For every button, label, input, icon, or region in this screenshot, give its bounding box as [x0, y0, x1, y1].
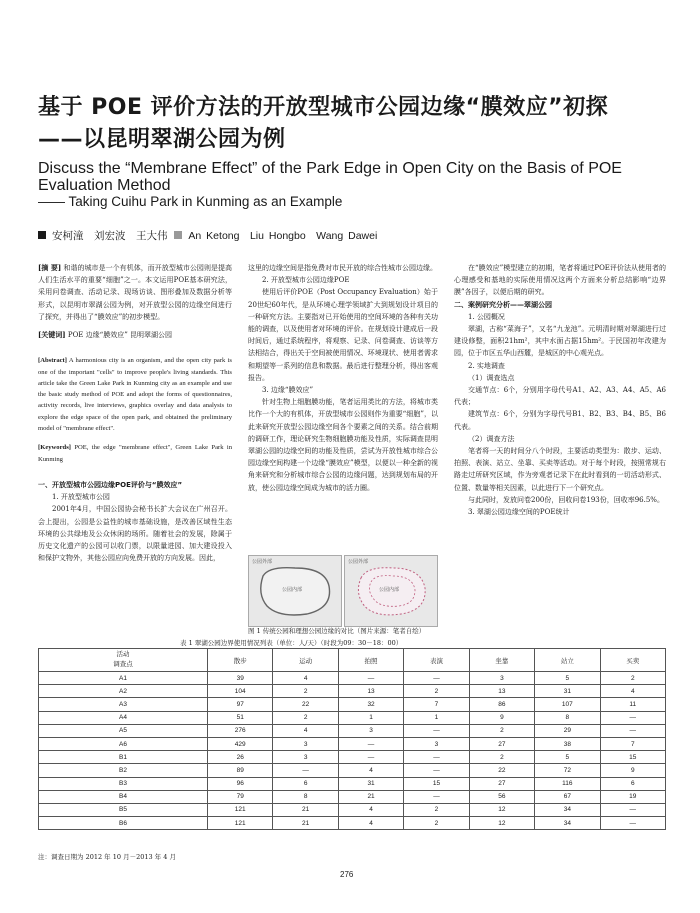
table-cell: 3	[273, 737, 338, 750]
table-cell: 121	[208, 803, 273, 816]
table-cell: 5	[535, 751, 600, 764]
table-row	[39, 751, 666, 764]
fig-label-inside: 公园内部	[379, 587, 400, 593]
table-cell: 21	[273, 803, 338, 816]
abstract-en-label: [Abstract]	[38, 357, 67, 365]
authors-en: An Ketong Liu Hongbo Wang Dawei	[188, 230, 378, 242]
table-cell: 86	[469, 698, 534, 711]
table-row	[39, 698, 666, 711]
paragraph: 2001年4月，中国公园协会秘书长扩大会议在广州召开。会上提出，公园是公益性的城市基础设施，是改善区域性生态环境的公共绿地及公众休闲的场所。随着社会的发展，除属于历史文化遗产的公园可以收门票，以限量进园、加大建设投入和保护文物外，其他公园应向免费开放的方向发展。因此，	[38, 505, 232, 563]
keywords-zh-label: [关键词]	[38, 330, 66, 340]
table-cell: 3	[338, 724, 403, 737]
table-cell: 67	[535, 790, 600, 803]
table-cell: 26	[208, 751, 273, 764]
table-cell: 34	[535, 817, 600, 830]
title-zh-line2: ——以昆明翠湖公园为例	[38, 127, 286, 152]
table-cell: 2	[469, 724, 534, 737]
figure-panel-ideal	[344, 555, 438, 627]
table-cell: 96	[208, 777, 273, 790]
table-cell: —	[404, 672, 469, 685]
data-table	[38, 648, 666, 830]
row-label: A6	[39, 737, 208, 750]
authors-zh: 安柯潼 刘宏波 王大伟	[52, 230, 168, 242]
keywords-en: POE, the edge "membrane effect", Green Lake Park in Kunming	[38, 444, 232, 463]
table-cell: 3	[404, 737, 469, 750]
table-cell: 21	[273, 817, 338, 830]
table-cell: 2	[273, 711, 338, 724]
table-cell: 4	[600, 685, 665, 698]
table-cell: 38	[535, 737, 600, 750]
table-cell: —	[338, 751, 403, 764]
table-corner-header	[39, 649, 208, 672]
column-2	[248, 262, 438, 494]
table-row	[39, 672, 666, 685]
table-cell: 7	[404, 698, 469, 711]
table-cell: 72	[535, 764, 600, 777]
paragraph: 交通节点：6个，分别用字母代号A1、A2、A3、A4、A5、A6代表；	[454, 386, 666, 407]
table-cell: 79	[208, 790, 273, 803]
fig-label-outside: 公园外部	[252, 559, 273, 565]
table-cell: 6	[600, 777, 665, 790]
subsection-2-1: 1. 公园概况	[468, 312, 505, 321]
table-cell: 1	[404, 711, 469, 724]
table-cell: —	[338, 737, 403, 750]
paragraph: 这里的边缘空间是指免费对市民开放的综合性城市公园边缘。	[248, 264, 437, 272]
table-cell: 27	[469, 737, 534, 750]
table-cell: —	[600, 803, 665, 816]
table-cell: 51	[208, 711, 273, 724]
table-row	[39, 817, 666, 830]
table-cell: 7	[600, 737, 665, 750]
paragraph: 建筑节点：6个，分别为字母代号B1、B2、B3、B4、B5、B6代表。	[454, 410, 666, 431]
table-cell: 2	[469, 751, 534, 764]
figure-1-caption: 图 1 传统公园和理想公园边缘的对比（图片来源：笔者自绘）	[248, 627, 426, 635]
table-cell: —	[600, 724, 665, 737]
table-row	[39, 685, 666, 698]
table-cell: 89	[208, 764, 273, 777]
table-cell: 3	[469, 672, 534, 685]
table-row	[39, 777, 666, 790]
abstract-zh: 和谐的城市是一个有机体，而开放型城市公园则是提高人们生活水平的重要“细胞”之一。本文运用POE基本研究法，采用问卷调查、活动记录、现场访谈、图形叠加及数据分析等形式，以昆明市翠湖公园为例，对开放型公园的边缘空间进行了探究，并得出了“膜效应”的初步模型。	[38, 264, 233, 321]
table-header-row	[39, 649, 666, 672]
table-cell: 2	[273, 685, 338, 698]
table-cell: 104	[208, 685, 273, 698]
column-header: 散步	[208, 649, 273, 672]
table-note: 注：调查日期为 2012 年 10 月－2013 年 4 月	[38, 853, 176, 861]
row-label: B6	[39, 817, 208, 830]
table-row	[39, 711, 666, 724]
table-cell: 2	[404, 803, 469, 816]
title-zh	[38, 92, 678, 156]
table-cell: 21	[338, 790, 403, 803]
table-cell: 15	[600, 751, 665, 764]
table-cell: —	[404, 724, 469, 737]
table-cell: 4	[338, 764, 403, 777]
table-cell: 107	[535, 698, 600, 711]
table-cell: 8	[273, 790, 338, 803]
column-3	[454, 262, 666, 518]
subsection-1-3: 3. 边缘“膜效应”	[262, 386, 314, 395]
row-label: A3	[39, 698, 208, 711]
table-cell: 5	[535, 672, 600, 685]
table-cell: 429	[208, 737, 273, 750]
table-cell: 39	[208, 672, 273, 685]
table-cell: 121	[208, 817, 273, 830]
table-cell: 4	[338, 817, 403, 830]
table-cell: 9	[469, 711, 534, 724]
paragraph: 笔者将一天的时间分八个时段，主要活动类型为：散步、运动、拍照、表演、站立、坐靠、买卖等活动。对于每个时段，按照常规右路走过所研究区域，作为旁观者记录下在此时看到的一切活动形式、位置、数量等相关因素，以此进行下一个研究点。	[454, 447, 666, 492]
table-cell: 13	[338, 685, 403, 698]
subsection-1-2: 2. 开放型城市公园边缘POE	[262, 276, 350, 285]
paragraph: 与此同时，发放问卷200份，回收问卷193份，回收率96.5%。	[468, 495, 664, 504]
row-label: B3	[39, 777, 208, 790]
table-cell: 4	[273, 724, 338, 737]
paragraph: 针对生物上细胞膜功能，笔者运用类比的方法，将城市类比作一个大的有机体，开放型城市公园则作为重要“细胞”，以此来研究开放型公园边缘空间各个要素之间的关系。结合前期的调研工作，理论研究生物细胞膜功能及性质，实际调查昆明翠湖公园的边缘空间的功能及性质，尝试为开放性城市综合公园边缘空间构建一个边缘“膜效应”模型，以便以一种全新的视角来研究和分析城市综合公园的边缘问题，达到规划布局的开放，使公园边缘空间成为城市的活力圈。	[248, 398, 438, 492]
table-cell: 22	[469, 764, 534, 777]
title-zh-line1: 基于 POE 评价方法的开放型城市公园边缘“膜效应”初探	[38, 95, 609, 120]
column-header: 买卖	[600, 649, 665, 672]
table-cell: 3	[273, 751, 338, 764]
column-header: 拍照	[338, 649, 403, 672]
row-label: B5	[39, 803, 208, 816]
title-en-sub: —— Taking Cuihu Park in Kunming as an Example	[38, 194, 343, 209]
table-cell: 22	[273, 698, 338, 711]
column-header: 表演	[404, 649, 469, 672]
table-cell: 31	[338, 777, 403, 790]
table-cell: 29	[535, 724, 600, 737]
table-cell: 4	[338, 803, 403, 816]
table-row	[39, 737, 666, 750]
table-cell: 13	[469, 685, 534, 698]
table-cell: —	[600, 817, 665, 830]
column-header: 运动	[273, 649, 338, 672]
row-label: A4	[39, 711, 208, 724]
row-label: A2	[39, 685, 208, 698]
table-cell: 15	[404, 777, 469, 790]
row-label: B2	[39, 764, 208, 777]
paragraph: 使用后评价POE（Post Occupancy Evaluation）始于20世纪60年代，是从环境心理学领域扩大到规划设计项目的一种研究方法。主要指对已开始使用的空间环境的各种有关功能的调查，以及使用者对环境的评价。在规划设计建成后一段时间后，通过系统程序，将观察、记录、问卷调查、访谈等方法相结合，得出关于空间被使用情况、环境现状、使用者需求和期望等一系列的信息和数据。最后进行整理分析，得出客观报告。	[248, 288, 438, 382]
table-cell: —	[338, 672, 403, 685]
abstract-en: A harmonious city is an organism, and the open city park is one of the important "cells" to improve people's living standards. This article take the Green Lake Park in Kunming city as an example and use the basic study method of POE and adopt the forms of questionnaires, activity records, live interviews, graphics overlay and data analysis to explore the edge space of the open park, and obtained the preliminary model of "membrane effect".	[38, 357, 232, 432]
keywords-zh: POE 边缘“膜效应” 昆明翠湖公园	[67, 331, 173, 340]
table-cell: 4	[273, 672, 338, 685]
table-cell: 1	[338, 711, 403, 724]
table-cell: 12	[469, 817, 534, 830]
subsection-2-2-2: （2）调查方法	[468, 434, 515, 443]
row-label: B1	[39, 751, 208, 764]
table-cell: —	[404, 751, 469, 764]
table-cell: 116	[535, 777, 600, 790]
table-cell: 31	[535, 685, 600, 698]
title-en: Discuss the “Membrane Effect” of the Park Edge in Open City on the Basis of POE Evaluation Method	[38, 160, 622, 194]
header-point: 调查点	[113, 661, 133, 668]
table-cell: 2	[404, 817, 469, 830]
table-cell: —	[404, 790, 469, 803]
table-row	[39, 724, 666, 737]
paragraph: 翠湖，古称“菜海子”，又名“九龙池”。元明清时期对翠湖进行过建设修整，面积21hm²，其中水面占据15hm²。于民国初年改建为园，位于市区五华山西麓，是城区的中心观光点。	[454, 325, 666, 358]
table-cell: 2	[404, 685, 469, 698]
subsection-1-1: 1. 开放型城市公园	[52, 493, 110, 502]
table-body	[39, 672, 666, 830]
row-label: A1	[39, 672, 208, 685]
subsection-2-2-1: （1）调查选点	[468, 373, 515, 382]
figure-panel-traditional	[248, 555, 342, 627]
table-cell: 2	[600, 672, 665, 685]
table-cell: 9	[600, 764, 665, 777]
table-cell: 8	[535, 711, 600, 724]
figure-1	[248, 555, 438, 625]
column-header: 站立	[535, 649, 600, 672]
table-row	[39, 803, 666, 816]
authors	[38, 228, 377, 243]
column-1	[38, 262, 232, 564]
table-cell: 27	[469, 777, 534, 790]
section-2-heading: 二、案例研究分析——翠湖公园	[454, 300, 552, 309]
table-cell: 19	[600, 790, 665, 803]
table-cell: 34	[535, 803, 600, 816]
table-cell: 56	[469, 790, 534, 803]
header-activity: 活动	[116, 651, 130, 658]
table-cell: 12	[469, 803, 534, 816]
column-header: 坐靠	[469, 649, 534, 672]
subsection-2-2: 2. 实地调查	[468, 361, 505, 370]
row-label: B4	[39, 790, 208, 803]
table-cell: 276	[208, 724, 273, 737]
table-cell: 6	[273, 777, 338, 790]
paragraph: 在“膜效应”模型建立的初期，笔者将通过POE评价法从使用者的心理感受和基地的实际使用情况这两个方面来分析总结影响“边界膜”各因子，以便后期的研究。	[454, 264, 666, 297]
row-label: A5	[39, 724, 208, 737]
fig-label-inside: 公园内部	[282, 587, 303, 593]
table-cell: 32	[338, 698, 403, 711]
table-row	[39, 764, 666, 777]
keywords-en-label: [Keywords]	[38, 444, 71, 452]
section-1-heading: 一、开放型城市公园边缘POE评价与“膜效应”	[38, 480, 183, 489]
square-icon	[38, 231, 46, 239]
subsection-2-3: 3. 翠湖公园边缘空间的POE统计	[468, 508, 570, 517]
table-cell: —	[404, 764, 469, 777]
table-cell: 11	[600, 698, 665, 711]
table-cell: 97	[208, 698, 273, 711]
table-row	[39, 790, 666, 803]
abstract-zh-label: [摘 要]	[38, 263, 62, 272]
table-cell: —	[273, 764, 338, 777]
square-icon-grey	[174, 231, 182, 239]
table-cell: —	[600, 711, 665, 724]
table-title: 表 1 翠湖公园边界使用情况列表（单位：人/天）（时段为09：30－18：00）	[180, 639, 403, 647]
fig-label-outside: 公园外部	[348, 559, 369, 565]
page-number: 276	[340, 870, 354, 879]
